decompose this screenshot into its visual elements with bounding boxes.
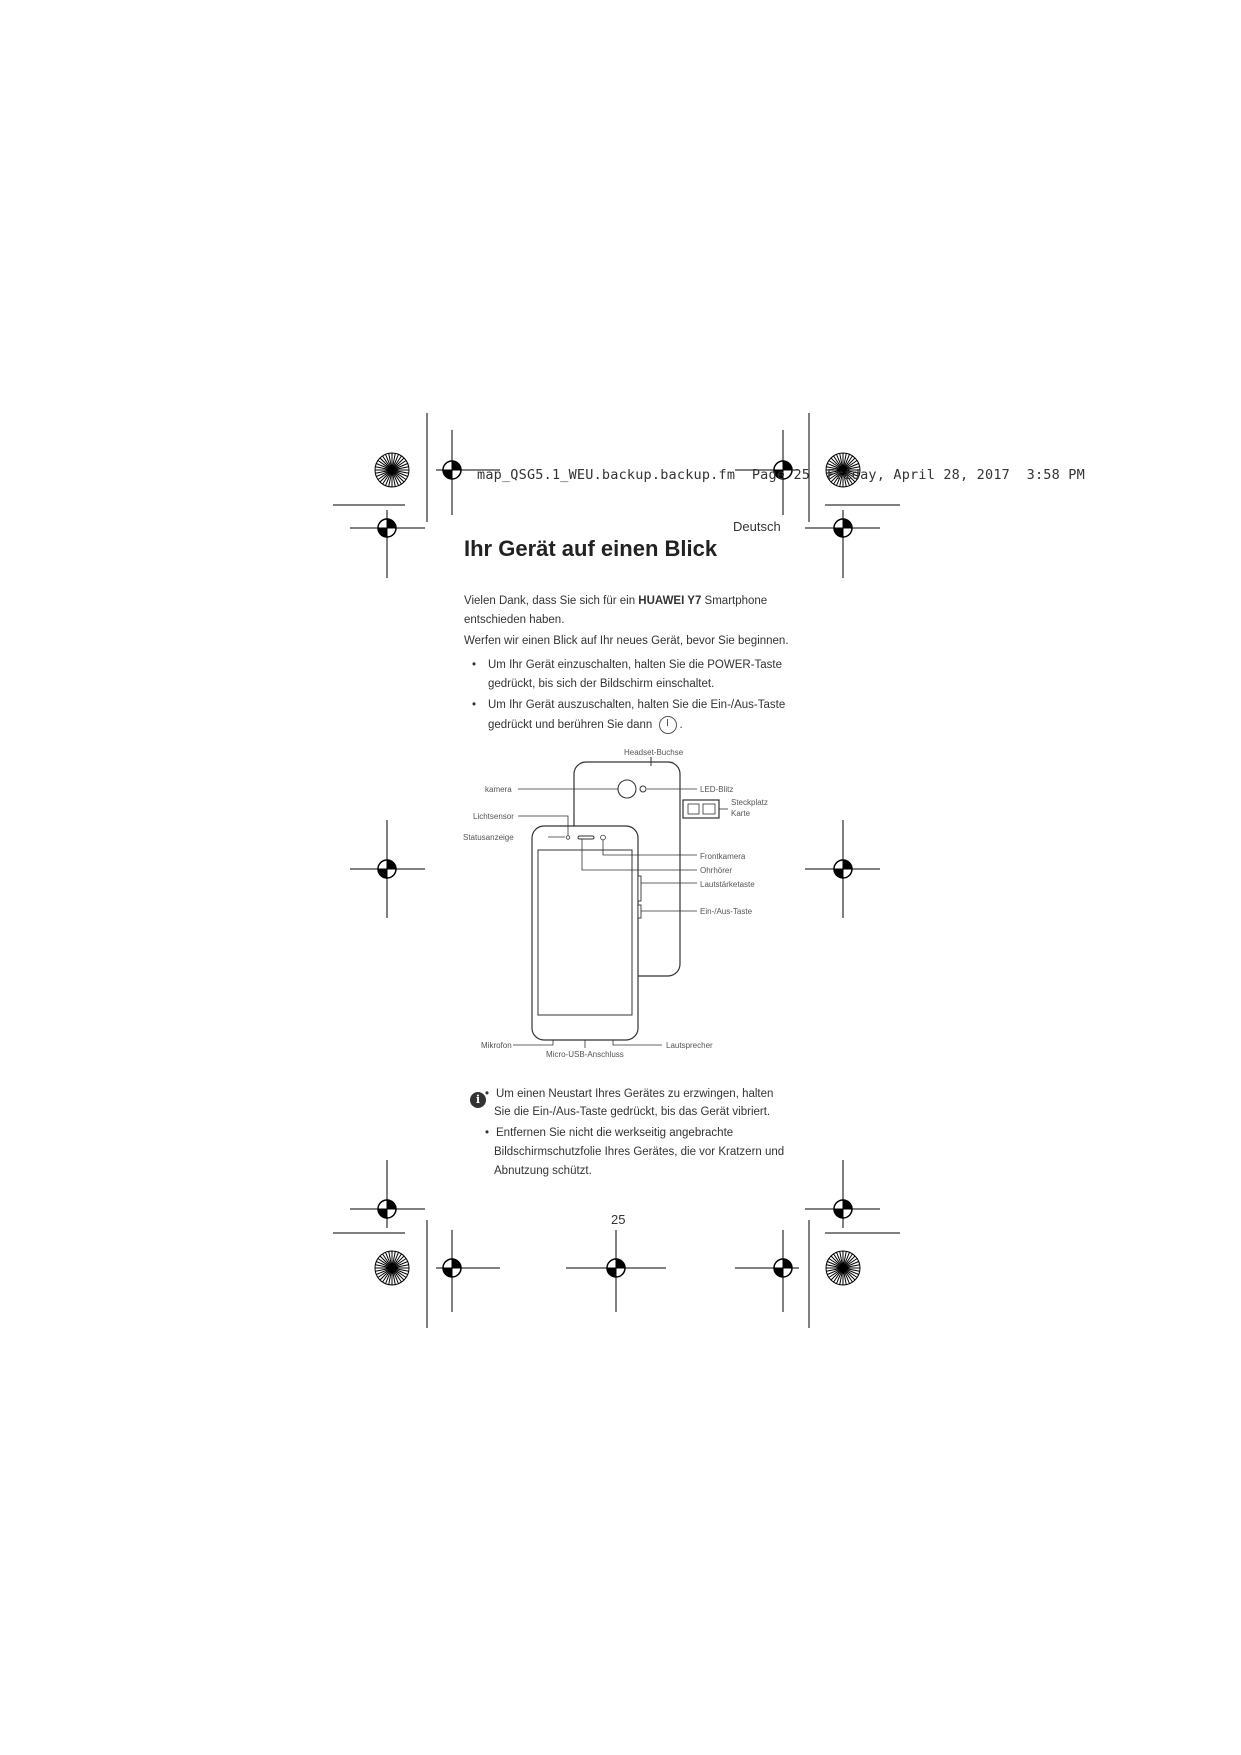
intro-text: Smartphone: [701, 595, 768, 607]
label-steckplatz: Steckplatz: [731, 798, 768, 807]
label-lautstaerke: Lautstärketaste: [700, 880, 755, 889]
language-label: Deutsch: [733, 519, 781, 534]
label-ohrhoerer: Ohrhörer: [700, 866, 733, 875]
note-film-line-2: Bildschirmschutzfolie Ihres Gerätes, die vor Kratzern und: [494, 1146, 785, 1158]
label-lautsprecher: Lautsprecher: [666, 1041, 713, 1050]
label-frontkamera: Frontkamera: [700, 852, 746, 861]
label-mikrofon: Mikrofon: [481, 1041, 512, 1050]
bullet-text: gedrückt und berühren Sie dann: [488, 719, 653, 732]
label-lichtsensor: Lichtsensor: [473, 812, 514, 821]
note-film-line-3: Abnutzung schützt.: [494, 1165, 592, 1177]
sim-tray-icon: [683, 800, 719, 818]
label-einaus: Ein-/Aus-Taste: [700, 907, 753, 916]
power-key-icon: [638, 905, 641, 918]
note-restart-line-2: Sie die Ein-/Aus-Taste gedrückt, bis das Gerät vibriert.: [494, 1106, 771, 1118]
label-statusanzeige: Statusanzeige: [463, 833, 514, 842]
note-bullet-dot: •: [485, 1127, 490, 1139]
bullet-dot: •: [472, 659, 477, 671]
page-number: 25: [611, 1212, 626, 1227]
label-karte: Karte: [731, 809, 751, 818]
label-kamera: kamera: [485, 785, 512, 794]
intro-line-2: entschieden haben.: [464, 614, 565, 626]
file-header-stamp: map_QSG5.1_WEU.backup.backup.fm Page 25 Friday, April 28, 2017 3:58 PM: [477, 467, 1085, 483]
page-title: Ihr Gerät auf einen Blick: [464, 536, 718, 561]
note-bullet-dot: •: [485, 1088, 490, 1100]
label-headset: Headset-Buchse: [624, 748, 684, 757]
intro-text: Vielen Dank, dass Sie sich für ein: [464, 595, 639, 607]
label-usb: Micro-USB-Anschluss: [546, 1050, 624, 1059]
note-restart-line-1: Um einen Neustart Ihres Gerätes zu erzwingen, halten: [496, 1088, 774, 1100]
screen-outline: [538, 850, 632, 1015]
model-name: HUAWEI Y7: [638, 595, 702, 607]
label-led: LED-Blitz: [700, 785, 734, 794]
note-film-line-1: Entfernen Sie nicht die werkseitig angebrachte: [496, 1127, 734, 1139]
info-icon: i: [470, 1092, 486, 1108]
bullet-text: gedrückt, bis sich der Bildschirm einschaltet.: [488, 678, 715, 690]
bullet-text: .: [679, 719, 683, 732]
intro-line-3: Werfen wir einen Blick auf Ihr neues Gerät, bevor Sie beginnen.: [464, 635, 789, 647]
bullet-dot: •: [472, 699, 477, 711]
bullet-text: Um Ihr Gerät auszuschalten, halten Sie die Ein-/Aus-Taste: [488, 699, 786, 711]
volume-key-icon: [638, 876, 641, 901]
bullet-text: Um Ihr Gerät einzuschalten, halten Sie die POWER-Taste: [488, 659, 783, 671]
